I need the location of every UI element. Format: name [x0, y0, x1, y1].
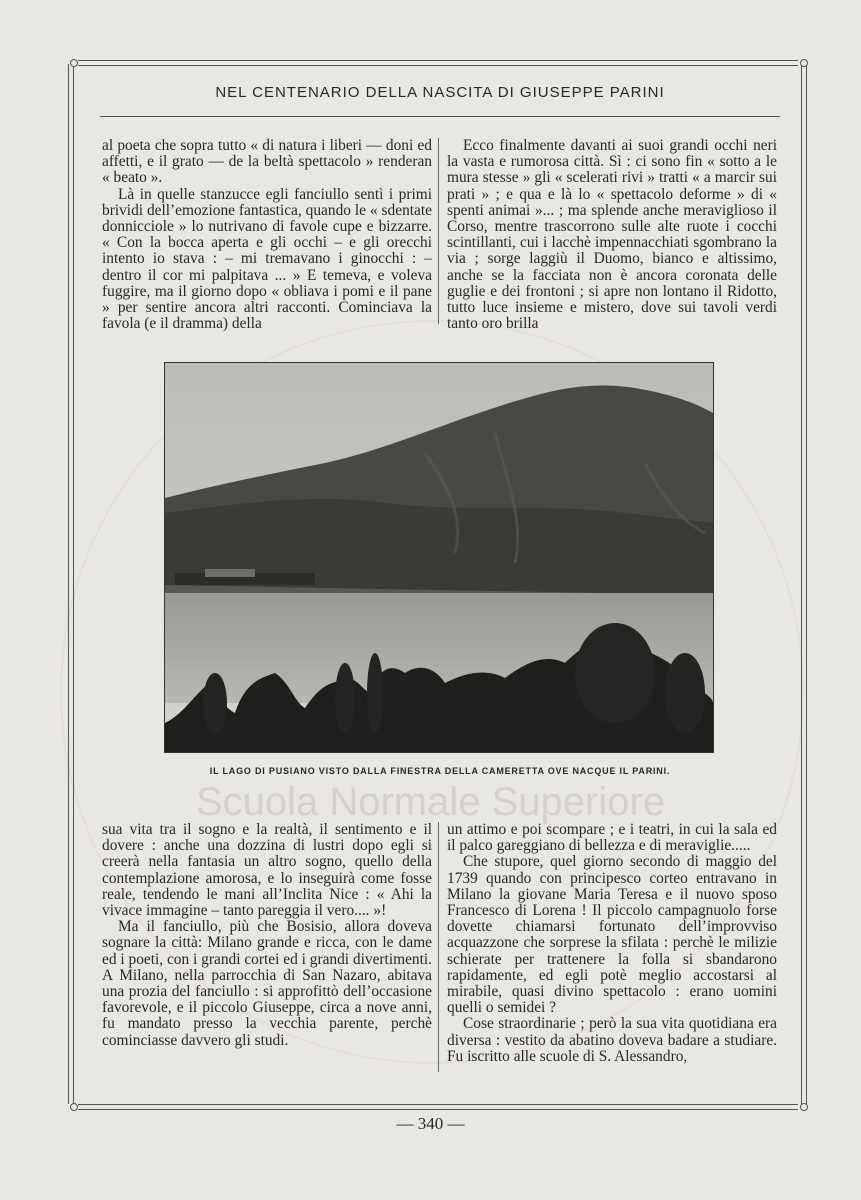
paragraph: Che stupore, quel giorno secondo di maggio del 1739 quando con principesco corteo entravano in Milano la giovane Maria Teresa e il nuovo sposo Francesco di Lorena ! Il piccolo campagnuolo forse dovette chiamarsi fortunato dell’improvviso acquazzone che sorprese la sfilata : perchè le milizie schierate per trattenere la folla si sbandarono rapidamente, ed egli potè meglio accostarsi al mirabile, quasi divino spettacolo : erano uomini quelli o semidei ?	[447, 853, 777, 1017]
page-number: — 340 —	[396, 1114, 465, 1133]
column-bottom-left	[102, 822, 432, 1049]
paragraph: Cose straordinarie ; però la sua vita quotidiana era diversa : vestito da abatino doveva badare a studiare. Fu iscritto alle scuole di S. Alessandro,	[447, 1015, 777, 1065]
frame-corner-ornament	[800, 1103, 808, 1111]
column-top-right	[447, 138, 777, 332]
column-divider	[438, 822, 439, 1072]
paragraph: Là in quelle stanzucce egli fanciullo sentì i primi brividi dell’emozione fantastica, quando le « sdentate donnicciole » lo nutrivano di favole cupe e bizzarre. « Con la bocca aperta e gli occhi – e gli orecchi intento io stava : – mi tremavano i ginocchi : – dentro il cor mi palpitava ... » E temeva, e voleva fuggire, ma il giorno dopo « obliava i pomi e il pane » per sentire ancora altri racconti. Cominciava la favola (e il dramma) della	[102, 185, 432, 333]
paragraph: Ecco finalmente davanti ai suoi grandi occhi neri la vasta e rumorosa città. Sì : ci sono fin « sotto a le mura stesse » gli « scelerati rivi » tratti « a marcir sui prati » ; e qua e là lo « spettacolo deforme » di « spenti animai »... ; ma splende anche meraviglioso il Corso, mentre trascorrono sulle alte ruote i cocchi scintillanti, cui i lacchè impennacchiati sgombrano la via ; sorge laggiù il Duomo, bianco e altissimo, anche se la facciata non è ancora coronata delle guglie e dei frontoni ; si apre non lontano il Ridotto, tutto luce insieme e mistero, dove sui tavoli verdi tanto oro brilla	[447, 137, 777, 333]
column-bottom-right	[447, 822, 777, 1065]
photo-caption: IL LAGO DI PUSIANO VISTO DALLA FINESTRA DELLA CAMERETTA OVE NACQUE IL PARINI.	[209, 766, 671, 776]
paragraph: al poeta che sopra tutto « di natura i liberi — doni ed affetti, e il grato — de la beltà spettacolo » renderan « beato ».	[102, 137, 432, 187]
frame-corner-ornament	[70, 59, 78, 67]
frame-right-border	[801, 64, 807, 1104]
frame-corner-ornament	[800, 59, 808, 67]
running-header: NEL CENTENARIO DELLA NASCITA DI GIUSEPPE PARINI	[215, 84, 665, 101]
lake-photograph	[164, 362, 714, 753]
paragraph: sua vita tra il sogno e la realtà, il sentimento e il dovere : anche una dozzina di lustri dopo egli si creerà nella fantasia un altro sogno, quello della contemplazione amorosa, e lo inseguirà come fosse reale, tendendo le mani all’Inclita Nice : « Ahi la vivace immagine – tanto pareggia il vero.... »!	[102, 821, 432, 920]
column-top-left	[102, 138, 432, 332]
paragraph: Ma il fanciullo, più che Bosisio, allora doveva sognare la città: Milano grande e ricca, con le dame ed i poeti, con i grandi cortei ed i grandi divertimenti. A Milano, nella parrocchia di San Nazaro, abitava una prozia del fanciullo : si approfittò dell’occasione favorevole, e il piccolo Giuseppe, circa a nove anni, fu mandato presso la vecchia parente, perchè cominciasse davvero gli studi.	[102, 918, 432, 1049]
frame-left-border	[68, 64, 74, 1104]
frame-top-border	[78, 60, 798, 66]
header-divider	[100, 116, 780, 117]
watermark-text: Scuola Normale Superiore	[195, 780, 666, 824]
frame-bottom-border	[78, 1104, 798, 1110]
landscape-image	[165, 363, 713, 752]
paragraph: un attimo e poi scompare ; e i teatri, in cui la sala ed il palco gareggiano di bellezza e di meraviglie.....	[447, 821, 777, 855]
frame-corner-ornament	[70, 1103, 78, 1111]
column-divider	[438, 138, 439, 324]
